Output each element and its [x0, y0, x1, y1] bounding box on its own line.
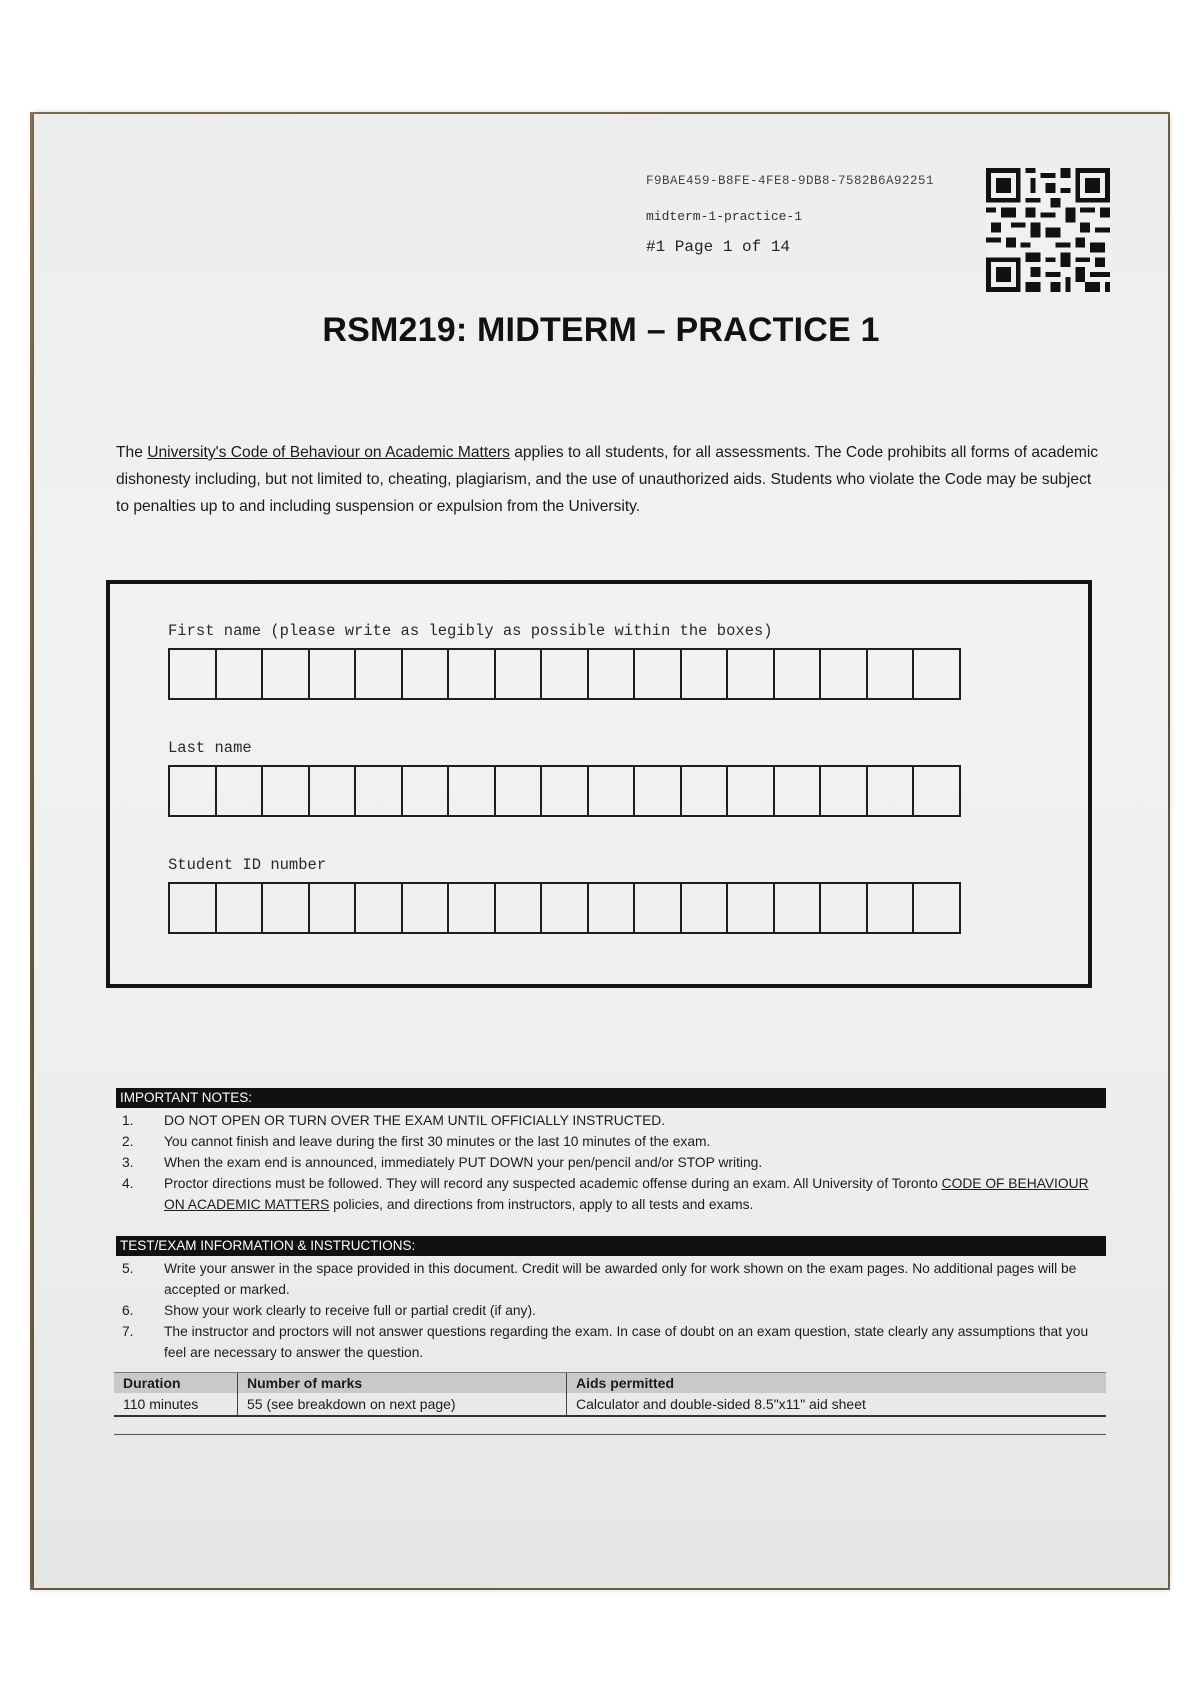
student-id-box[interactable]	[308, 882, 357, 934]
student-id-box[interactable]	[261, 882, 310, 934]
first-name-boxes[interactable]	[168, 648, 961, 700]
list-item	[116, 1131, 1106, 1152]
important-notes-heading: IMPORTANT NOTES:	[116, 1088, 1106, 1108]
last-name-box[interactable]	[354, 765, 403, 817]
list-item	[116, 1152, 1106, 1173]
first-name-box[interactable]	[726, 648, 775, 700]
student-id-box[interactable]	[633, 882, 682, 934]
last-name-boxes[interactable]	[168, 765, 961, 817]
page-info: #1 Page 1 of 14	[646, 238, 791, 256]
last-name-box[interactable]	[912, 765, 961, 817]
first-name-box[interactable]	[215, 648, 264, 700]
instruction-number: 5.	[122, 1261, 134, 1276]
first-name-box[interactable]	[866, 648, 915, 700]
first-name-box[interactable]	[587, 648, 636, 700]
last-name-box[interactable]	[587, 765, 636, 817]
student-id-box[interactable]	[215, 882, 264, 934]
last-name-label: Last name	[168, 739, 252, 757]
note-text	[164, 1173, 1106, 1215]
note-number: 3.	[122, 1155, 134, 1170]
first-name-label: First name (please write as legibly as possible within the boxes)	[168, 622, 773, 640]
note-text: You cannot finish and leave during the first 30 minutes or the last 10 minutes of the exam.	[164, 1134, 711, 1149]
code-of-behaviour-policy-link[interactable]: CODE OF BEHAVIOUR ON ACADEMIC MATTERS	[164, 1176, 1089, 1212]
student-id-box[interactable]	[354, 882, 403, 934]
last-name-box[interactable]	[447, 765, 496, 817]
note-number: 2.	[122, 1134, 134, 1149]
student-id-label: Student ID number	[168, 856, 327, 874]
first-name-box[interactable]	[540, 648, 589, 700]
first-name-box[interactable]	[308, 648, 357, 700]
student-id-box[interactable]	[773, 882, 822, 934]
cell-duration: 110 minutes	[114, 1393, 238, 1416]
exam-info-table	[114, 1372, 1106, 1417]
table-row	[114, 1393, 1106, 1416]
first-name-box[interactable]	[912, 648, 961, 700]
instruction-text: Write your answer in the space provided in this document. Credit will be awarded only for work shown on the exam pages. No additional pages will be accepted or marked.	[164, 1261, 1077, 1297]
last-name-box[interactable]	[308, 765, 357, 817]
list-item	[116, 1110, 1106, 1131]
instruction-number: 6.	[122, 1303, 134, 1318]
last-name-box[interactable]	[819, 765, 868, 817]
last-name-box[interactable]	[168, 765, 217, 817]
instruction-number: 7.	[122, 1324, 134, 1339]
instructions-heading: TEST/EXAM INFORMATION & INSTRUCTIONS:	[116, 1236, 1106, 1256]
student-info-box	[106, 580, 1092, 988]
table-header-row	[114, 1373, 1106, 1394]
note-text-start: Proctor directions must be followed. They will record any suspected academic offense during an exam. All University of Toronto	[164, 1176, 942, 1191]
document-code: F9BAE459-B8FE-4FE8-9DB8-7582B6A92251	[646, 174, 935, 188]
last-name-box[interactable]	[680, 765, 729, 817]
first-name-box[interactable]	[168, 648, 217, 700]
last-name-box[interactable]	[215, 765, 264, 817]
student-id-box[interactable]	[168, 882, 217, 934]
first-name-box[interactable]	[680, 648, 729, 700]
student-id-boxes[interactable]	[168, 882, 961, 934]
student-id-box[interactable]	[447, 882, 496, 934]
note-number: 4.	[122, 1176, 134, 1191]
first-name-box[interactable]	[773, 648, 822, 700]
student-id-box[interactable]	[587, 882, 636, 934]
last-name-box[interactable]	[633, 765, 682, 817]
student-id-box[interactable]	[819, 882, 868, 934]
list-item	[116, 1300, 1106, 1321]
cell-marks: 55 (see breakdown on next page)	[238, 1393, 567, 1416]
last-name-box[interactable]	[866, 765, 915, 817]
page-title: RSM219: MIDTERM – PRACTICE 1	[322, 311, 880, 349]
instruction-text: The instructor and proctors will not answer questions regarding the exam. In case of doubt on an exam question, state clearly any assumptions that you feel are necessary to answer the question.	[164, 1324, 1089, 1360]
file-name: midterm-1-practice-1	[646, 209, 803, 224]
qr-code-icon	[986, 168, 1110, 292]
instruction-text: Show your work clearly to receive full or partial credit (if any).	[164, 1303, 536, 1318]
last-name-box[interactable]	[401, 765, 450, 817]
last-name-box[interactable]	[261, 765, 310, 817]
exam-page	[34, 114, 1168, 1588]
student-id-box[interactable]	[494, 882, 543, 934]
student-id-box[interactable]	[401, 882, 450, 934]
first-name-box[interactable]	[401, 648, 450, 700]
list-item	[116, 1321, 1106, 1363]
first-name-box[interactable]	[494, 648, 543, 700]
last-name-box[interactable]	[494, 765, 543, 817]
last-name-box[interactable]	[540, 765, 589, 817]
student-id-box[interactable]	[726, 882, 775, 934]
note-number: 1.	[122, 1113, 134, 1128]
academic-code-paragraph	[116, 439, 1100, 520]
cell-aids: Calculator and double-sided 8.5"x11" aid sheet	[567, 1393, 1107, 1416]
header-marks: Number of marks	[238, 1373, 567, 1394]
instructions-list	[116, 1258, 1106, 1363]
bottom-divider	[114, 1434, 1106, 1435]
first-name-box[interactable]	[447, 648, 496, 700]
first-name-box[interactable]	[354, 648, 403, 700]
first-name-box[interactable]	[633, 648, 682, 700]
list-item	[116, 1173, 1106, 1215]
last-name-box[interactable]	[773, 765, 822, 817]
first-name-box[interactable]	[819, 648, 868, 700]
first-name-box[interactable]	[261, 648, 310, 700]
student-id-box[interactable]	[912, 882, 961, 934]
student-id-box[interactable]	[866, 882, 915, 934]
list-item	[116, 1258, 1106, 1300]
paragraph-text-start: The	[116, 444, 148, 461]
header-duration: Duration	[114, 1373, 238, 1394]
student-id-box[interactable]	[540, 882, 589, 934]
code-of-behaviour-link[interactable]: University's Code of Behaviour on Academic Matters	[147, 444, 510, 461]
last-name-box[interactable]	[726, 765, 775, 817]
important-notes-list	[116, 1110, 1106, 1215]
header-aids: Aids permitted	[567, 1373, 1107, 1394]
student-id-box[interactable]	[680, 882, 729, 934]
paragraph-text-end: applies to all students, for all assessments. The Code prohibits all forms of academic dishonesty including, but not limited to, cheating, plagiarism, and the use of unauthorized aids. Students who violate the Code may be subject to penalties up to and including suspension or expulsion from the University.	[116, 444, 1099, 515]
note-text-end: policies, and directions from instructors, apply to all tests and exams.	[329, 1197, 754, 1212]
note-text: DO NOT OPEN OR TURN OVER THE EXAM UNTIL OFFICIALLY INSTRUCTED.	[164, 1113, 666, 1128]
note-text: When the exam end is announced, immediately PUT DOWN your pen/pencil and/or STOP writing.	[164, 1155, 763, 1170]
